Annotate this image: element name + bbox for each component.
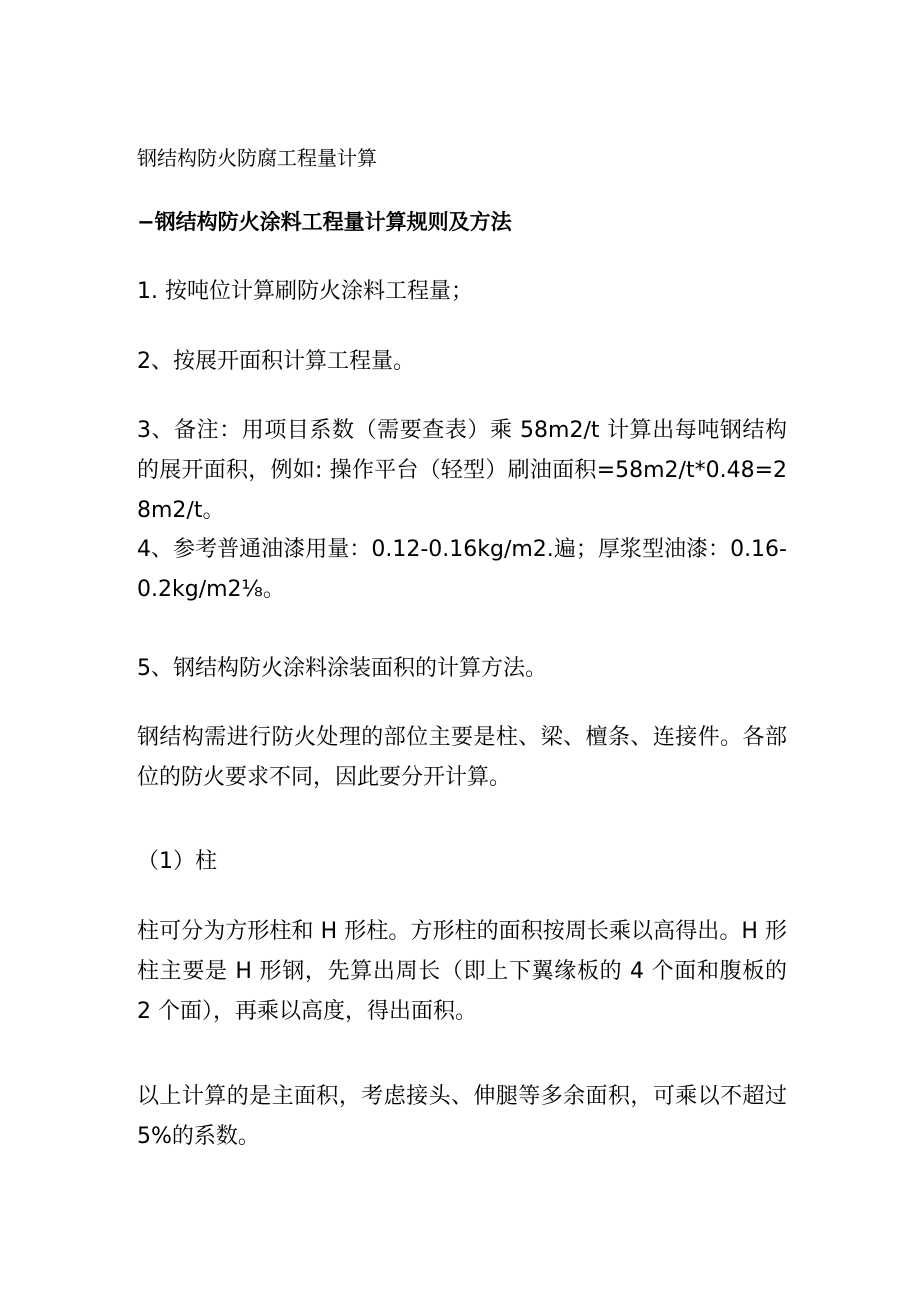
document-title: 钢结构防火防腐工程量计算 (137, 146, 377, 170)
subheading-column: （1）柱 (137, 849, 217, 874)
section-heading: −钢结构防火涂料工程量计算规则及方法 (137, 210, 512, 234)
paragraph-item-2: 2、按展开面积计算工程量。 (137, 349, 415, 374)
paragraph-extra-area-coefficient: 以上计算的是主面积，考虑接头、伸腿等多余面积，可乘以不超过 5%的系数。 (137, 1084, 787, 1149)
paragraph-item-1: 1. 按吨位计算刷防火涂料工程量； (137, 279, 473, 304)
paragraph-item-5: 5、钢结构防火涂料涂装面积的计算方法。 (137, 656, 547, 681)
paragraph-fire-protection-parts: 钢结构需进行防火处理的部位主要是柱、梁、檀条、连接件。各部位的防火要求不同，因此要分开计算。 (137, 725, 787, 790)
paragraph-item-3-note: 3、备注：用项目系数（需要查表）乘 58m2∕t 计算出每吨钢结构的展开面积，例如: 操作平台（轻型）刷油面积=58m2∕t*0.48=28m2∕t。 (137, 418, 787, 523)
paragraph-column-area: 柱可分为方形柱和 H 形柱。方形柱的面积按周长乘以高得出。H 形柱主要是 H 形钢，先算出周长（即上下翼缘板的 4 个面和腹板的 2 个面），再乘以高度，得出面积。 (137, 919, 787, 1024)
paragraph-item-4-paint-usage: 4、参考普通油漆用量：0.12-0.16kg∕m2.遍；厚浆型油漆：0.16-0.2kg∕m2⅛。 (137, 537, 787, 602)
